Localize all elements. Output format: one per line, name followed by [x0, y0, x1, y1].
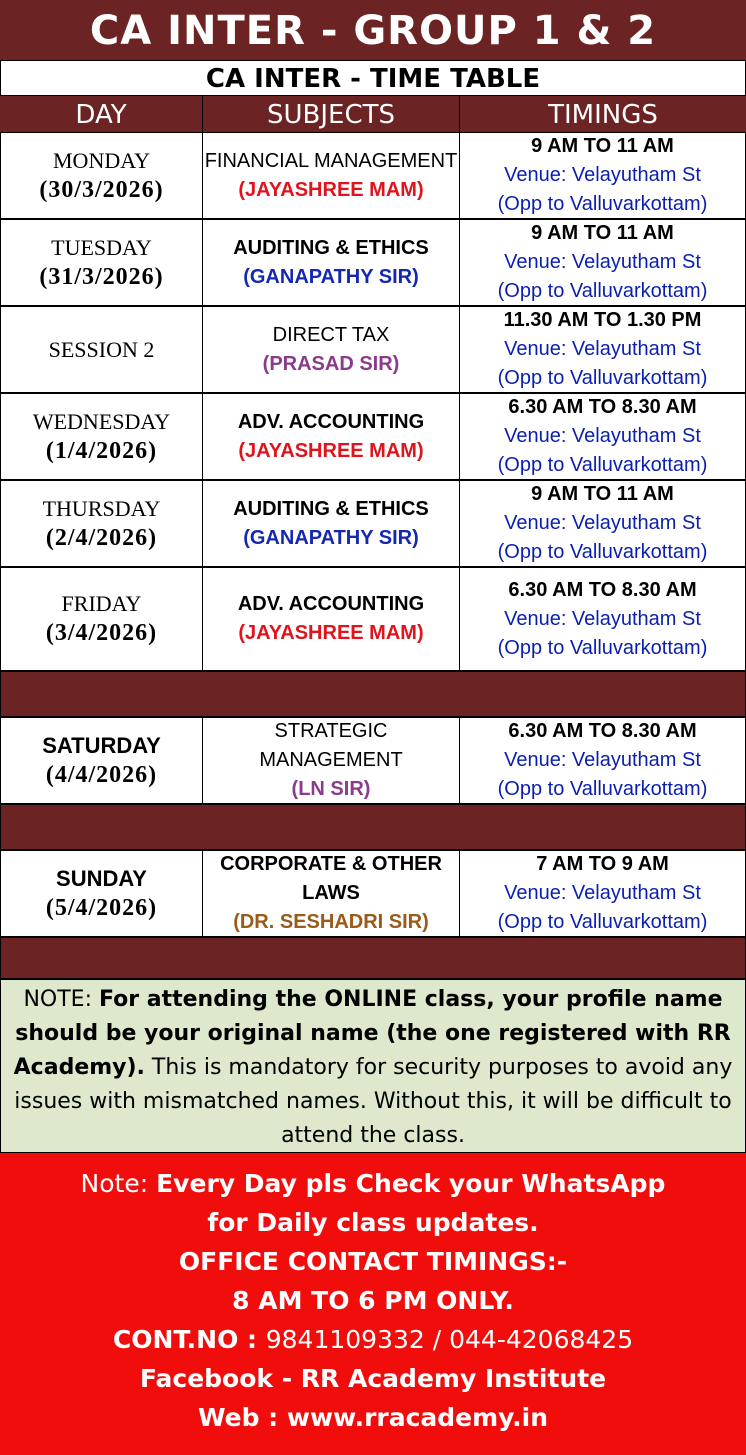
class-time: 6.30 AM TO 8.30 AM	[508, 396, 697, 418]
day-cell	[0, 393, 203, 480]
table-header	[0, 96, 746, 132]
subject-name: DIRECT TAX	[272, 323, 390, 346]
header-day: DAY	[0, 96, 203, 132]
venue-line: Venue: Velayutham St	[504, 607, 701, 630]
separator-bar	[0, 671, 746, 717]
whatsapp-instruction: Every Day pls Check your WhatsApp	[156, 1169, 666, 1198]
facebook-line[interactable]: Facebook - RR Academy Institute	[139, 1364, 607, 1393]
contact-line	[0, 1320, 746, 1359]
timing-cell	[459, 850, 746, 937]
teacher-name: (PRASAD SIR)	[262, 352, 400, 375]
separator-bar	[0, 804, 746, 850]
class-time: 6.30 AM TO 8.30 AM	[508, 720, 697, 742]
subject-cell	[202, 717, 460, 804]
day-cell	[0, 306, 203, 393]
day-name: FRIDAY	[61, 591, 142, 616]
timetable-subtitle: CA INTER - TIME TABLE	[0, 60, 746, 96]
website-link[interactable]: Web : www.rracademy.in	[197, 1403, 549, 1432]
venue-line: Venue: Velayutham St	[504, 425, 701, 447]
timing-cell	[459, 393, 746, 480]
venue-line: Venue: Velayutham St	[504, 251, 701, 273]
separator-bar	[0, 937, 746, 979]
class-time: 11.30 AM TO 1.30 PM	[503, 309, 702, 331]
header-timings: TIMINGS	[548, 100, 658, 130]
venue-line: Venue: Velayutham St	[504, 338, 701, 360]
venue-landmark: (Opp to Valluvarkottam)	[497, 367, 708, 389]
whatsapp-line	[0, 1164, 746, 1203]
subject-name: CORPORATE & OTHER	[220, 853, 442, 875]
contact-label: CONT.NO :	[112, 1325, 266, 1354]
venue-landmark: (Opp to Valluvarkottam)	[497, 280, 708, 302]
office-contact-note	[0, 1153, 746, 1455]
teacher-name: (JAYASHREE MAM)	[238, 439, 424, 462]
day-cell	[0, 850, 203, 937]
day-name: THURSDAY	[42, 495, 161, 521]
subject-cell	[202, 132, 460, 219]
subject-name-continued: LAWS	[302, 882, 360, 904]
subject-cell	[202, 850, 460, 937]
note-body: This is mandatory for security purposes to avoid any issues with mismatched names. Without this, it will be difficult to attend the class.	[14, 1055, 733, 1148]
office-timings-heading: OFFICE CONTACT TIMINGS:-	[178, 1247, 568, 1276]
contact-numbers[interactable]: 9841109332 / 044-42068425	[265, 1325, 634, 1354]
header-subjects: SUBJECTS	[203, 96, 460, 132]
day-cell	[0, 567, 203, 671]
day-name: SATURDAY	[42, 732, 161, 758]
subject-cell	[202, 393, 460, 480]
timing-cell	[459, 306, 746, 393]
day-date: (3/4/2026)	[45, 620, 158, 646]
subject-name: FINANCIAL MANAGEMENT	[204, 149, 458, 172]
timing-cell	[459, 567, 746, 671]
day-date: (2/4/2026)	[45, 524, 158, 551]
teacher-name: (JAYASHREE MAM)	[238, 622, 424, 644]
day-date: (31/3/2026)	[39, 263, 164, 290]
class-time: 9 AM TO 11 AM	[531, 483, 674, 505]
day-date: (4/4/2026)	[45, 761, 158, 788]
day-name: TUESDAY	[51, 234, 152, 260]
timing-cell	[459, 480, 746, 567]
day-cell	[0, 132, 203, 219]
subject-name: AUDITING & ETHICS	[233, 236, 429, 259]
subject-name: ADV. ACCOUNTING	[237, 410, 425, 433]
class-time: 9 AM TO 11 AM	[531, 222, 674, 244]
online-class-note	[0, 979, 746, 1153]
day-name: WEDNESDAY	[32, 408, 171, 434]
subject-name: AUDITING & ETHICS	[233, 497, 429, 520]
day-name: MONDAY	[53, 147, 150, 173]
day-name: SESSION 2	[48, 336, 155, 362]
venue-landmark: (Opp to Valluvarkottam)	[497, 193, 708, 215]
venue-landmark: (Opp to Valluvarkottam)	[497, 541, 708, 563]
daily-updates-line: for Daily class updates.	[207, 1208, 539, 1237]
subject-cell	[202, 567, 460, 671]
subject-name: ADV. ACCOUNTING	[237, 593, 425, 615]
teacher-name: (JAYASHREE MAM)	[238, 178, 424, 201]
timing-cell	[459, 219, 746, 306]
class-time: 6.30 AM TO 8.30 AM	[508, 578, 697, 601]
day-date: (30/3/2026)	[39, 176, 164, 203]
subject-cell	[202, 306, 460, 393]
note-emphasis: For attending the ONLINE class, your profile name should be your original name (the one registered with RR Academy).	[13, 987, 731, 1080]
note-prefix: Note:	[80, 1169, 157, 1198]
subject-name: STRATEGIC MANAGEMENT	[259, 720, 403, 771]
venue-line: Venue: Velayutham St	[504, 882, 701, 904]
office-timings-value: 8 AM TO 6 PM ONLY.	[232, 1286, 514, 1315]
day-cell	[0, 219, 203, 306]
teacher-name: (GANAPATHY SIR)	[243, 265, 419, 288]
class-time: 9 AM TO 11 AM	[531, 135, 674, 157]
venue-landmark: (Opp to Valluvarkottam)	[497, 636, 708, 659]
day-cell	[0, 717, 203, 804]
venue-landmark: (Opp to Valluvarkottam)	[497, 911, 708, 933]
teacher-name: (DR. SESHADRI SIR)	[233, 911, 429, 933]
note-prefix: NOTE:	[23, 987, 99, 1012]
day-cell	[0, 480, 203, 567]
teacher-name: (GANAPATHY SIR)	[243, 526, 419, 549]
day-date: (1/4/2026)	[45, 437, 158, 464]
timing-cell	[459, 132, 746, 219]
teacher-name: (LN SIR)	[291, 778, 371, 800]
day-date: (5/4/2026)	[45, 894, 158, 921]
subject-cell	[202, 219, 460, 306]
venue-landmark: (Opp to Valluvarkottam)	[497, 454, 708, 476]
subject-cell	[202, 480, 460, 567]
class-time: 7 AM TO 9 AM	[536, 853, 669, 875]
timing-cell	[459, 717, 746, 804]
venue-landmark: (Opp to Valluvarkottam)	[497, 778, 708, 800]
day-name: SUNDAY	[56, 865, 147, 891]
venue-line: Venue: Velayutham St	[504, 749, 701, 771]
page-title: CA INTER - GROUP 1 & 2	[0, 0, 746, 60]
venue-line: Venue: Velayutham St	[504, 164, 701, 186]
venue-line: Venue: Velayutham St	[504, 512, 701, 534]
